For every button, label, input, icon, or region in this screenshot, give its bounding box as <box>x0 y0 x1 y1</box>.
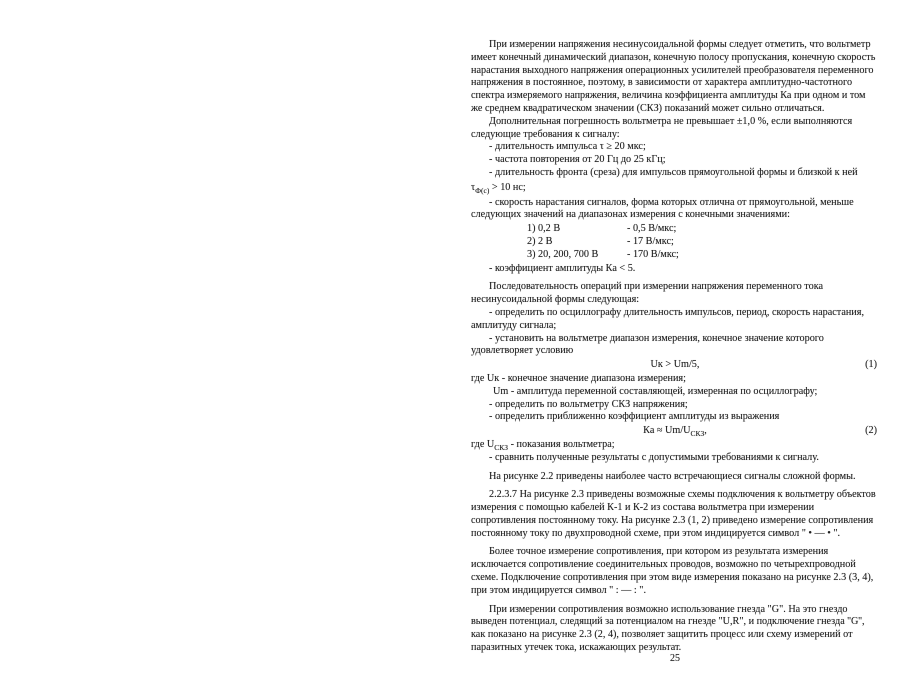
requirement-slew-rate: - скорость нарастания сигналов, форма которых отлична от прямоугольной, меньше следующих значений на диапазонах измерения с конечными значениями: <box>471 196 854 221</box>
paragraph-2-2-3-7: 2.2.3.7 На рисунке 2.3 приведены возможные схемы подключения к вольтметру объектов измерения с помощью кабелей К-1 и К-2 из состава вольтметра при измерении сопротивления постоянному току. На рисунке 2.3 (1, 2) приведено измерение сопротивления постоянному току по двухпроводной схеме, при этом индицируется символ " • — • ". <box>471 489 876 539</box>
slew-rate-value: - 170 В/мкс; <box>627 248 679 260</box>
range-value: 1) 0,2 В <box>527 223 561 235</box>
step-amplitude-factor: - определить приближенно коэффициент амплитуды из выражения <box>489 411 780 423</box>
tau-threshold: > 10 нс; <box>489 181 526 193</box>
range-value: 3) 20, 200, 700 В <box>527 248 599 260</box>
slew-rate-value: - 0,5 В/мкс; <box>627 223 677 235</box>
paragraph-nonsinusoidal-note: При измерении напряжения несинусоидальной формы следует отметить, что вольтметр имеет конечный динамический диапазон, конечную полосу пропускания, конечную скорость нарастания выходного напряжения операционных усилителей преобразователя переменного напряжения в постоянное, поэтому, в зависимости от характера амплитудно-частотного спектра измеряемого напряжения, величина коэффициента амплитуды Ка при одном и том же среднем квадратическом значении (СКЗ) показаний может сильно отличаться. <box>471 39 876 114</box>
requirement-repetition-frequency: - частота повторения от 20 Гц до 25 кГц; <box>489 154 666 166</box>
step-set-range: - установить на вольтметре диапазон измерения, конечное значение которого удовлетворяет условию <box>471 332 824 357</box>
requirement-amplitude-factor: - коэффициент амплитуды Ка < 5. <box>489 262 636 274</box>
requirement-edge-duration-value <box>471 182 879 195</box>
document-text-block <box>471 39 879 655</box>
step-compare: - сравнить полученные результаты с допустимыми требованиями к сигналу. <box>489 451 819 463</box>
formula-uk: Uк > Um/5, <box>650 359 700 371</box>
paragraph-additional-error: Дополнительная погрешность вольтметра не превышает ±1,0 %, если выполняются следующие требования к сигналу: <box>471 115 853 140</box>
where-um: Um - амплитуда переменной составляющей, измеренная по осциллографу; <box>493 385 818 397</box>
paragraph-sequence-intro: Последовательность операций при измерении напряжения переменного тока несинусоидальной формы следующая: <box>471 281 824 306</box>
slew-rate-row-3 <box>471 249 879 262</box>
paragraph-guard-socket: При измерении сопротивления возможно использование гнезда "G". На это гнездо выведен потенциал, следящий за потенциалом на гнезде "U,R", и подключение гнезда ''G'', как показано на рисунке 2.3 (2, 4), позволяет защитить процесс или схему измерений от паразитных утечек тока, искажающих результат. <box>471 603 865 654</box>
formula-2-row <box>471 425 879 438</box>
where-uk: где Uк - конечное значение диапазона измерения; <box>471 372 686 384</box>
where-urms-subscript: СКЗ <box>494 442 509 452</box>
range-value: 2) 2 В <box>527 235 553 247</box>
slew-rate-value: - 17 В/мкс; <box>627 235 674 247</box>
formula-ka <box>643 425 707 439</box>
equation-number-1: (1) <box>865 359 877 371</box>
slew-rate-table <box>471 223 879 261</box>
page-number: 25 <box>670 653 680 664</box>
step-measure-rms: - определить по вольтметру СКЗ напряжения; <box>489 398 688 410</box>
requirement-edge-duration: - длительность фронта (среза) для импульсов прямоугольной формы и близкой к ней <box>489 166 858 178</box>
paragraph-four-wire: Более точное измерение сопротивления, при котором из результата измерения исключается сопротивление соединительных проводов, возможно по четырехпроводной схеме. Подключение сопротивления при этом виде измерения показано на рисунке 2.3 (3, 4), при этом индицируется символ " : — : ". <box>471 546 874 596</box>
slew-rate-row-2 <box>471 236 879 249</box>
requirement-pulse-duration: - длительность импульса τ ≥ 20 мкс; <box>489 141 646 153</box>
formula-ka-subscript: СКЗ <box>690 429 705 439</box>
tau-symbol: τ <box>471 181 476 193</box>
where-urms-pre: где U <box>471 438 495 450</box>
formula-ka-tail: , <box>704 425 707 437</box>
where-urms-tail: - показания вольтметра; <box>508 438 615 450</box>
formula-ka-pre: Ка ≈ Um/U <box>643 425 691 437</box>
formula-1-row <box>471 359 879 372</box>
step-oscilloscope: - определить по осциллографу длительность импульсов, период, скорость нарастания, амплитуду сигнала; <box>471 306 864 331</box>
equation-number-2: (2) <box>865 425 877 437</box>
tau-subscript: Ф(с) <box>475 185 490 195</box>
paragraph-figure-2-2: На рисунке 2.2 приведены наиболее часто встречающиеся сигналы сложной формы. <box>489 470 856 482</box>
where-urms <box>471 439 879 452</box>
slew-rate-row-1 <box>471 223 879 236</box>
